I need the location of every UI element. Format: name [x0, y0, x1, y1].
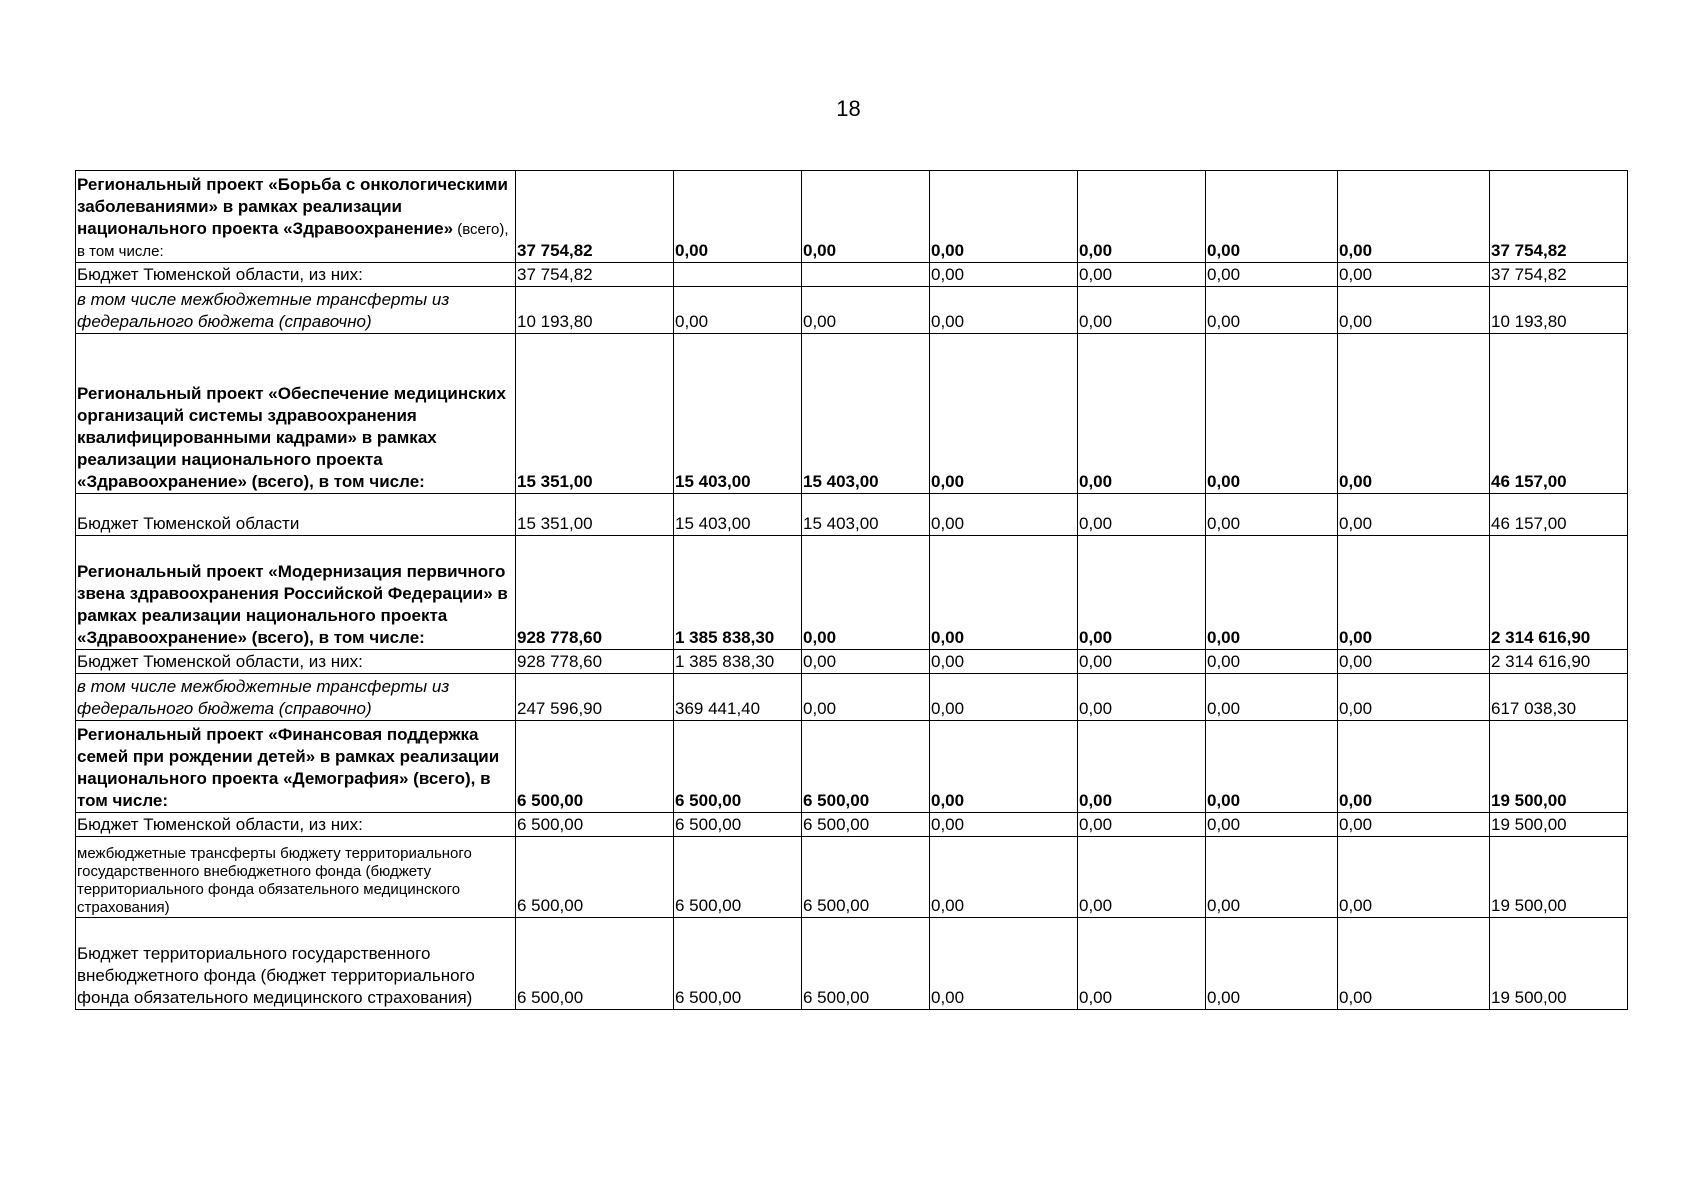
value-cell: 0,00 [1206, 171, 1338, 263]
value-cell: 37 754,82 [516, 171, 674, 263]
value-cell: 0,00 [1206, 813, 1338, 837]
value-cell: 0,00 [1078, 837, 1206, 918]
value-cell: 6 500,00 [802, 813, 930, 837]
value-cell: 0,00 [1338, 721, 1490, 813]
row-label-suffix: (всего), в том числе: [77, 220, 509, 260]
value-cell: 0,00 [930, 674, 1078, 721]
row-label: Бюджет Тюменской области, из них: [76, 263, 516, 287]
table-row [76, 263, 1628, 287]
table-row [76, 721, 1628, 813]
value-cell: 2 314 616,90 [1490, 536, 1628, 650]
row-label-bold: Региональный проект «Обеспечение медицинских организаций системы здравоохранения квалифицированными кадрами» в рамках реализации национального проекта «Здравоохранение» (всего), в том числе: [77, 383, 506, 491]
value-cell: 0,00 [930, 918, 1078, 1010]
table-row [76, 287, 1628, 334]
value-cell: 0,00 [1338, 263, 1490, 287]
value-cell: 0,00 [930, 287, 1078, 334]
value-cell: 6 500,00 [674, 813, 802, 837]
row-label [76, 536, 516, 650]
value-cell: 0,00 [1206, 837, 1338, 918]
value-cell: 0,00 [674, 171, 802, 263]
value-cell: 0,00 [1338, 334, 1490, 494]
value-cell: 15 403,00 [674, 334, 802, 494]
value-cell: 37 754,82 [1490, 263, 1628, 287]
value-cell: 0,00 [930, 171, 1078, 263]
table-row [76, 837, 1628, 918]
row-label [76, 171, 516, 263]
value-cell: 0,00 [930, 650, 1078, 674]
value-cell: 0,00 [1078, 263, 1206, 287]
value-cell: 6 500,00 [516, 721, 674, 813]
value-cell: 0,00 [1206, 650, 1338, 674]
value-cell: 37 754,82 [1490, 171, 1628, 263]
value-cell: 15 403,00 [802, 494, 930, 536]
row-label: Бюджет Тюменской области [76, 494, 516, 536]
value-cell: 0,00 [1078, 334, 1206, 494]
table-row [76, 536, 1628, 650]
value-cell: 0,00 [802, 171, 930, 263]
value-cell: 6 500,00 [674, 721, 802, 813]
budget-table [75, 170, 1628, 1010]
value-cell: 0,00 [1338, 918, 1490, 1010]
value-cell: 0,00 [930, 813, 1078, 837]
row-label: межбюджетные трансферты бюджету территориального государственного внебюджетного фонда (бюджету территориального фонда обязательного медицинского страхования) [76, 837, 516, 918]
value-cell: 10 193,80 [1490, 287, 1628, 334]
table-row [76, 813, 1628, 837]
table-row [76, 674, 1628, 721]
value-cell: 0,00 [1338, 674, 1490, 721]
value-cell: 369 441,40 [674, 674, 802, 721]
value-cell: 928 778,60 [516, 536, 674, 650]
value-cell [802, 263, 930, 287]
row-label: в том числе межбюджетные трансферты из федерального бюджета (справочно) [76, 287, 516, 334]
value-cell: 15 403,00 [802, 334, 930, 494]
table-row [76, 650, 1628, 674]
value-cell: 0,00 [1338, 650, 1490, 674]
row-label: в том числе межбюджетные трансферты из федерального бюджета (справочно) [76, 674, 516, 721]
row-label: Бюджет Тюменской области, из них: [76, 813, 516, 837]
value-cell: 0,00 [1338, 287, 1490, 334]
value-cell: 15 351,00 [516, 334, 674, 494]
value-cell: 247 596,90 [516, 674, 674, 721]
value-cell: 6 500,00 [516, 837, 674, 918]
value-cell: 0,00 [1338, 171, 1490, 263]
value-cell: 10 193,80 [516, 287, 674, 334]
value-cell: 0,00 [1206, 334, 1338, 494]
value-cell: 19 500,00 [1490, 918, 1628, 1010]
value-cell: 0,00 [930, 536, 1078, 650]
row-label-bold: Региональный проект «Финансовая поддержка семей при рождении детей» в рамках реализации национального проекта «Демография» (всего), в том числе: [77, 724, 500, 810]
value-cell: 928 778,60 [516, 650, 674, 674]
value-cell: 6 500,00 [802, 918, 930, 1010]
value-cell: 0,00 [1078, 918, 1206, 1010]
table-row [76, 334, 1628, 494]
value-cell: 0,00 [1206, 674, 1338, 721]
row-label: Бюджет территориального государственного внебюджетного фонда (бюджет территориального фонда обязательного медицинского страхования) [76, 918, 516, 1010]
page-number: 18 [836, 96, 861, 121]
table-row [76, 918, 1628, 1010]
value-cell: 0,00 [1078, 721, 1206, 813]
value-cell: 617 038,30 [1490, 674, 1628, 721]
value-cell: 0,00 [1338, 536, 1490, 650]
value-cell: 0,00 [1206, 263, 1338, 287]
value-cell: 6 500,00 [674, 837, 802, 918]
value-cell: 0,00 [1078, 171, 1206, 263]
value-cell: 19 500,00 [1490, 813, 1628, 837]
value-cell: 37 754,82 [516, 263, 674, 287]
value-cell: 15 351,00 [516, 494, 674, 536]
value-cell: 2 314 616,90 [1490, 650, 1628, 674]
value-cell: 0,00 [1078, 650, 1206, 674]
value-cell: 1 385 838,30 [674, 536, 802, 650]
value-cell: 6 500,00 [516, 918, 674, 1010]
value-cell: 0,00 [1078, 674, 1206, 721]
value-cell: 0,00 [930, 263, 1078, 287]
row-label: Бюджет Тюменской области, из них: [76, 650, 516, 674]
value-cell: 46 157,00 [1490, 494, 1628, 536]
table-row [76, 494, 1628, 536]
value-cell: 0,00 [930, 334, 1078, 494]
value-cell: 0,00 [1206, 721, 1338, 813]
value-cell: 19 500,00 [1490, 837, 1628, 918]
table-row [76, 171, 1628, 263]
value-cell: 0,00 [1078, 536, 1206, 650]
value-cell: 0,00 [1338, 813, 1490, 837]
value-cell: 0,00 [802, 536, 930, 650]
value-cell: 0,00 [1338, 837, 1490, 918]
value-cell: 0,00 [1338, 494, 1490, 536]
row-label-bold: Региональный проект «Модернизация первичного звена здравоохранения Российской Федерации» в рамках реализации национального проекта «Здравоохранение» (всего), в том числе: [77, 561, 508, 647]
value-cell: 0,00 [1206, 918, 1338, 1010]
value-cell: 0,00 [930, 837, 1078, 918]
value-cell: 15 403,00 [674, 494, 802, 536]
value-cell: 0,00 [1206, 536, 1338, 650]
value-cell: 6 500,00 [516, 813, 674, 837]
value-cell: 0,00 [1206, 494, 1338, 536]
value-cell: 1 385 838,30 [674, 650, 802, 674]
value-cell: 6 500,00 [802, 721, 930, 813]
row-label-bold: Региональный проект «Борьба с онкологическими заболеваниями» в рамках реализации национального проекта «Здравоохранение» [77, 174, 508, 238]
row-label [76, 334, 516, 494]
value-cell: 19 500,00 [1490, 721, 1628, 813]
value-cell: 0,00 [802, 650, 930, 674]
value-cell: 6 500,00 [674, 918, 802, 1010]
value-cell: 0,00 [1078, 813, 1206, 837]
value-cell: 0,00 [1078, 287, 1206, 334]
row-label [76, 721, 516, 813]
value-cell: 0,00 [1078, 494, 1206, 536]
value-cell: 0,00 [674, 287, 802, 334]
value-cell: 0,00 [802, 287, 930, 334]
value-cell: 6 500,00 [802, 837, 930, 918]
value-cell: 0,00 [802, 674, 930, 721]
value-cell: 0,00 [930, 721, 1078, 813]
value-cell: 0,00 [930, 494, 1078, 536]
value-cell: 46 157,00 [1490, 334, 1628, 494]
value-cell [674, 263, 802, 287]
value-cell: 0,00 [1206, 287, 1338, 334]
